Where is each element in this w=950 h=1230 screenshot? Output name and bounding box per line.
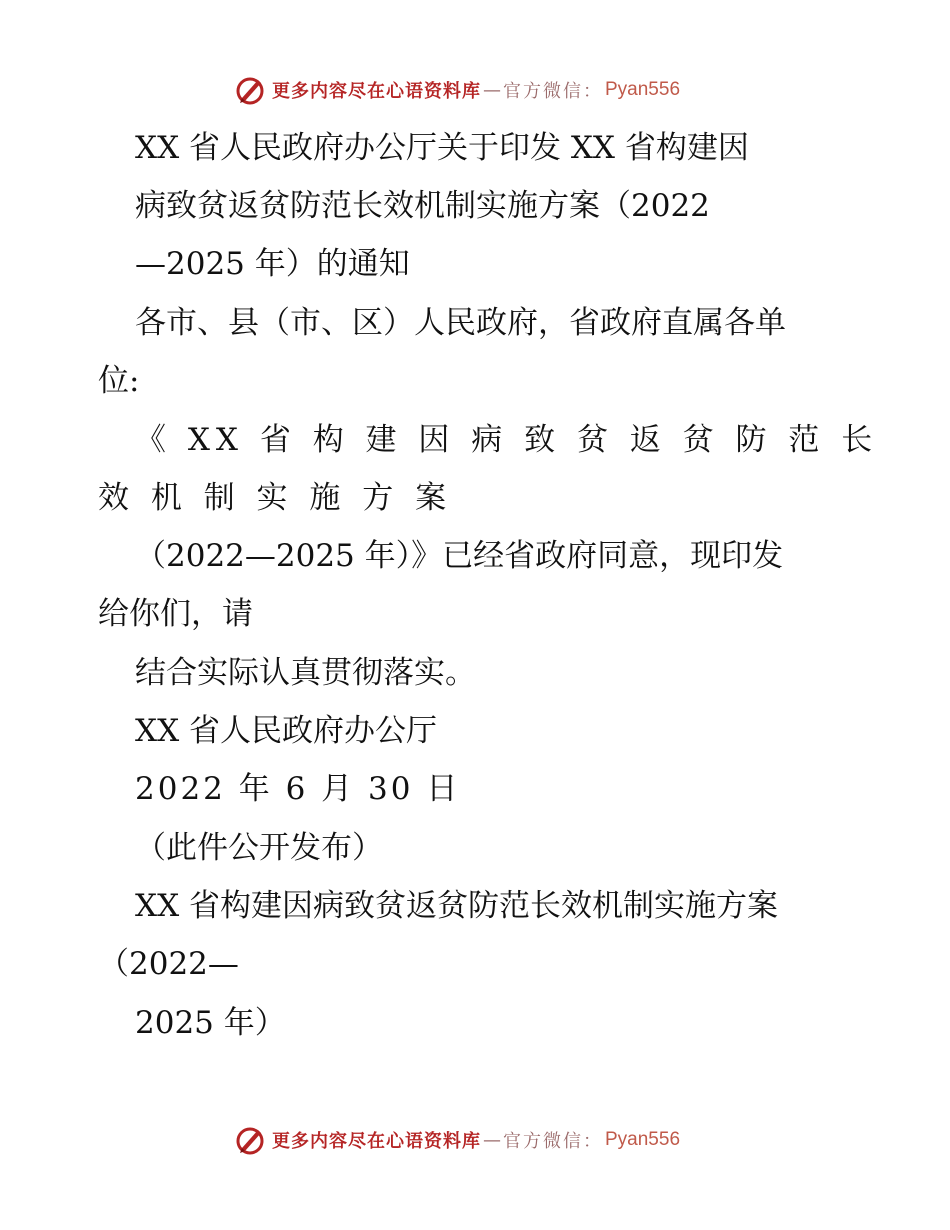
salutation-line-2: 位: (98, 363, 140, 399)
pen-logo-icon (234, 74, 266, 106)
notice-title-line-2: 病致贫返贫防范长效机制实施方案（2022 (135, 188, 710, 224)
plan-title-line-2: （2022— (98, 946, 239, 982)
issuer: XX 省人民政府办公厅 (135, 713, 437, 749)
watermark-wechat-id: Pyan556 (605, 1129, 681, 1150)
body-line-5: 结合实际认真贯彻落实。 (135, 655, 476, 691)
issue-date: 2022 年 6 月 30 日 (135, 771, 461, 807)
footer-watermark (234, 1124, 680, 1156)
watermark-brand: 更多内容尽在心语资料库 (272, 1131, 481, 1152)
publication-note: （此件公开发布） (135, 830, 383, 866)
watermark-brand: 更多内容尽在心语资料库 (272, 81, 481, 102)
plan-title-line-3: 2025 年） (135, 1005, 286, 1041)
watermark-dash: — (483, 1129, 501, 1151)
body-line-1: 《 XX 省 构 建 因 病 致 贫 返 贫 防 范 长 (135, 422, 879, 458)
plan-title-line-1: XX 省构建因病致贫返贫防范长效机制实施方案 (135, 888, 778, 924)
body-line-2: 效 机 制 实 施 方 案 (98, 480, 453, 516)
watermark-wechat-label: 官方微信： (503, 1131, 603, 1152)
header-watermark (234, 74, 680, 106)
watermark-wechat-id: Pyan556 (605, 79, 681, 100)
pen-logo-icon (234, 1124, 266, 1156)
notice-title-line-3: —2025 年）的通知 (135, 246, 410, 282)
salutation-line-1: 各市、县（市、区）人民政府，省政府直属各单 (135, 305, 786, 341)
notice-title-line-1: XX 省人民政府办公厅关于印发 XX 省构建因 (135, 130, 749, 166)
watermark-wechat-label: 官方微信： (503, 81, 603, 102)
body-line-3: （2022—2025 年）》已经省政府同意，现印发 (135, 538, 784, 574)
watermark-dash: — (483, 79, 501, 101)
body-line-4: 给你们，请 (98, 596, 253, 632)
